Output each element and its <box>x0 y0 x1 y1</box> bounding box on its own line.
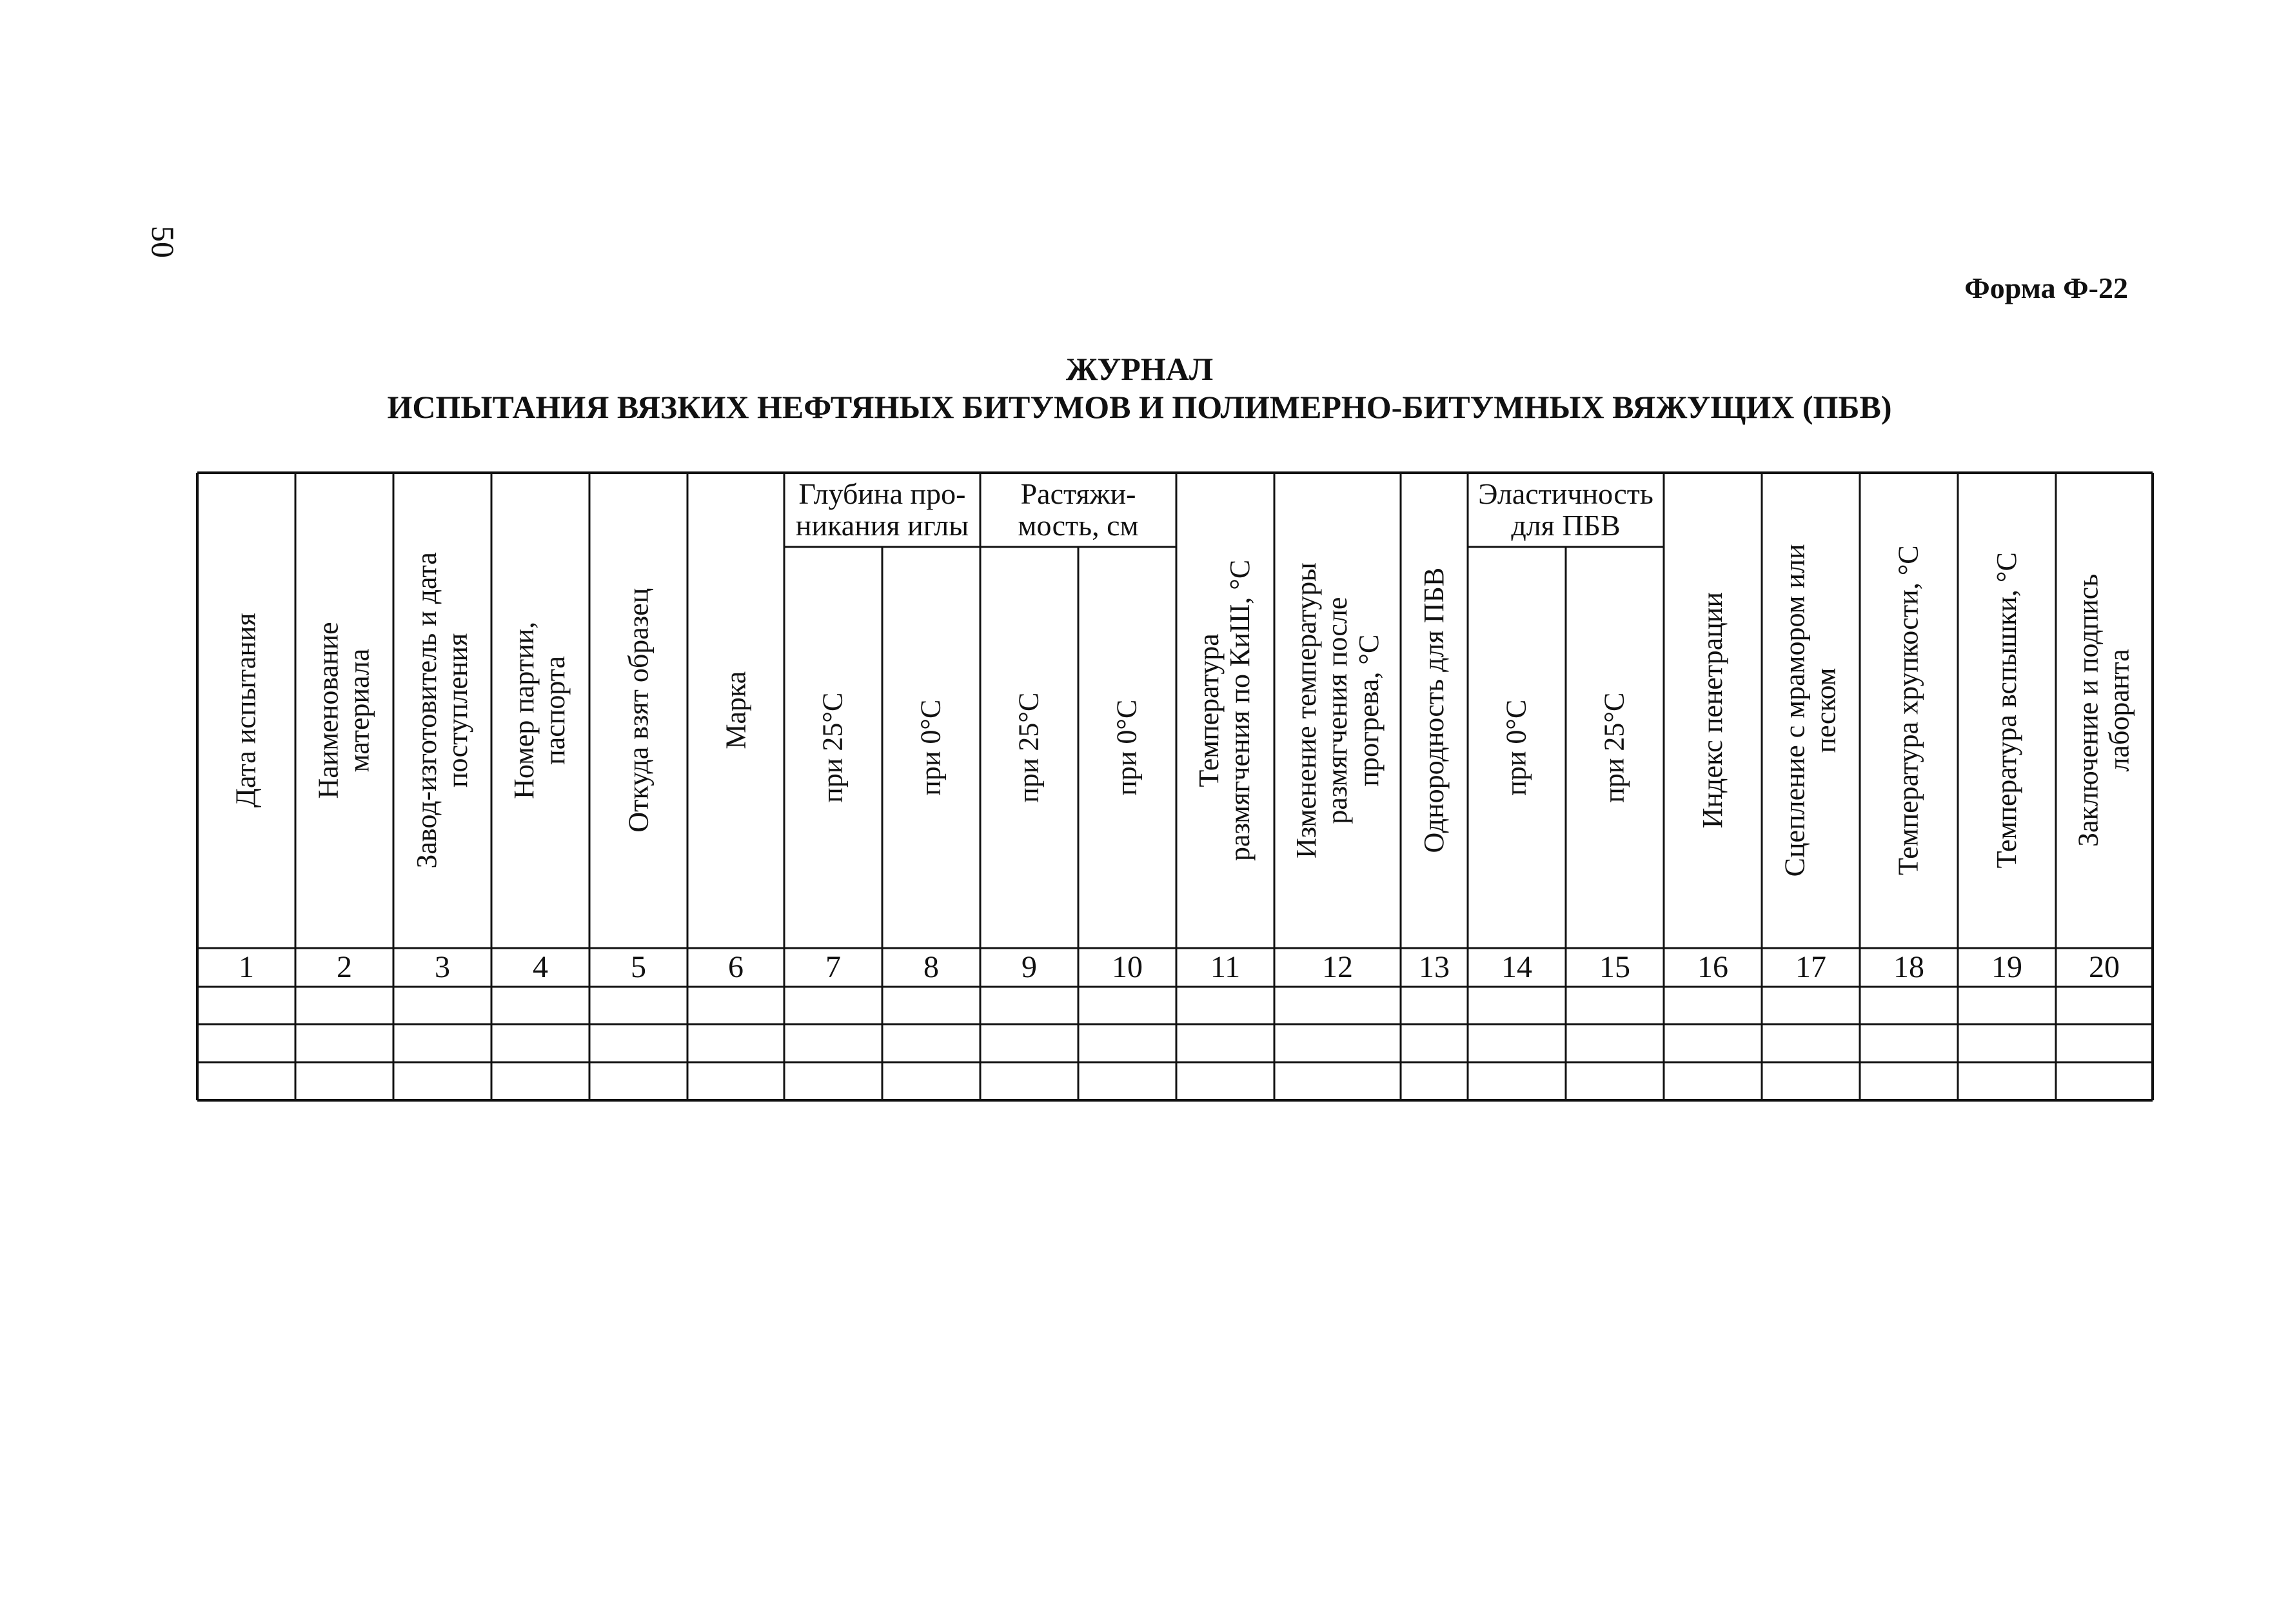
form-code: Форма Ф-22 <box>1964 272 2128 304</box>
journal-title: ЖУРНАЛ <box>1065 351 1214 387</box>
table-cell[interactable] <box>393 1024 491 1062</box>
table-cell[interactable] <box>1958 987 2056 1024</box>
column-header-10 <box>1078 547 1176 948</box>
table-cell[interactable] <box>687 1024 784 1062</box>
column-header-label: при 25°С <box>1012 692 1045 803</box>
column-number: 8 <box>923 949 939 984</box>
table-cell[interactable] <box>1078 987 1176 1024</box>
table-cell[interactable] <box>393 987 491 1024</box>
table-cell[interactable] <box>1176 1062 1274 1100</box>
table-cell[interactable] <box>491 1062 589 1100</box>
column-header-15 <box>1566 547 1664 948</box>
table-cell[interactable] <box>1860 987 1958 1024</box>
table-cell[interactable] <box>295 987 393 1024</box>
table-cell[interactable] <box>1566 987 1664 1024</box>
page-number: 50 <box>145 226 181 258</box>
column-header-label: при 0°С <box>914 699 947 796</box>
table-cell[interactable] <box>1078 1062 1176 1100</box>
column-number: 5 <box>631 949 646 984</box>
column-header-label: Номер партии, паспорта <box>508 621 572 800</box>
group-header-1: Глубина про- никания иглы <box>795 477 969 542</box>
table-cell[interactable] <box>1566 1024 1664 1062</box>
table-cell[interactable] <box>295 1062 393 1100</box>
column-number: 10 <box>1112 949 1143 984</box>
table-cell[interactable] <box>1860 1024 1958 1062</box>
table-cell[interactable] <box>687 987 784 1024</box>
column-number: 19 <box>1991 949 2022 984</box>
column-number: 2 <box>337 949 352 984</box>
table-cell[interactable] <box>2056 1024 2153 1062</box>
column-header-label: Откуда взят образец <box>622 588 654 833</box>
column-header-label: Сцепление с мрамором или песком <box>1779 544 1842 877</box>
table-cell[interactable] <box>1468 987 1566 1024</box>
column-header-4 <box>491 473 589 948</box>
table-cell[interactable] <box>2056 987 2153 1024</box>
column-header-11 <box>1176 473 1274 948</box>
column-header-13 <box>1401 473 1468 948</box>
column-number: 14 <box>1501 949 1532 984</box>
column-header-14 <box>1468 547 1566 948</box>
column-header-12 <box>1274 473 1401 948</box>
column-header-label: Температура хрупкости, °С <box>1892 545 1924 876</box>
table-cell[interactable] <box>1468 1024 1566 1062</box>
table-cell[interactable] <box>1762 1024 1860 1062</box>
column-header-18 <box>1860 473 1958 948</box>
column-header-label: Марка <box>719 671 751 749</box>
column-header-label: при 0°С <box>1500 699 1532 796</box>
table-cell[interactable] <box>784 987 882 1024</box>
column-number: 18 <box>1893 949 1924 984</box>
column-header-label: при 0°С <box>1110 699 1143 796</box>
table-cell[interactable] <box>1958 1062 2056 1100</box>
column-number: 16 <box>1697 949 1728 984</box>
column-header-label: Дата испытания <box>230 613 262 808</box>
column-header-label: Заключение и подпись лаборанта <box>2072 573 2136 847</box>
table-cell[interactable] <box>784 1062 882 1100</box>
column-number: 7 <box>825 949 841 984</box>
table-cell[interactable] <box>1664 1024 1762 1062</box>
table-cell[interactable] <box>1468 1062 1566 1100</box>
group-header-2: Растяжи- мость, см <box>1018 477 1139 542</box>
column-header-2 <box>295 473 393 948</box>
table-cell[interactable] <box>197 1024 295 1062</box>
table-cell[interactable] <box>1274 1024 1401 1062</box>
column-header-7 <box>784 547 882 948</box>
column-header-8 <box>882 547 980 948</box>
column-header-9 <box>980 547 1078 948</box>
column-header-label: Завод-изготовитель и дата поступления <box>410 552 473 869</box>
column-number: 1 <box>239 949 254 984</box>
column-number: 12 <box>1322 949 1353 984</box>
column-header-1 <box>197 473 295 948</box>
table-cell[interactable] <box>687 1062 784 1100</box>
column-header-label: Температура вспышки, °С <box>1990 552 2022 869</box>
column-number: 4 <box>533 949 548 984</box>
column-number: 6 <box>728 949 744 984</box>
column-header-19 <box>1958 473 2056 948</box>
table-cell[interactable] <box>1664 987 1762 1024</box>
table-cell[interactable] <box>1401 987 1468 1024</box>
column-number: 3 <box>435 949 450 984</box>
column-number: 11 <box>1210 949 1241 984</box>
table-cell[interactable] <box>589 1024 687 1062</box>
column-header-label: при 25°С <box>1598 692 1630 803</box>
journal-subtitle: ИСПЫТАНИЯ ВЯЗКИХ НЕФТЯНЫХ БИТУМОВ И ПОЛИМЕРНО-БИТУМНЫХ ВЯЖУЩИХ (ПБВ) <box>387 389 1892 425</box>
table-cell[interactable] <box>1664 1062 1762 1100</box>
table-cell[interactable] <box>1762 987 1860 1024</box>
column-number: 9 <box>1021 949 1037 984</box>
table-cell[interactable] <box>1860 1062 1958 1100</box>
group-header-3: Эластичность для ПБВ <box>1478 477 1653 542</box>
table-cell[interactable] <box>1274 987 1401 1024</box>
table-cell[interactable] <box>1566 1062 1664 1100</box>
column-header-label: Изменение температуры размягчения после прогрева, °С <box>1290 562 1385 858</box>
table-cell[interactable] <box>1176 1024 1274 1062</box>
table-cell[interactable] <box>491 1024 589 1062</box>
table-cell[interactable] <box>197 987 295 1024</box>
table-cell[interactable] <box>1958 1024 2056 1062</box>
column-header-label: при 25°С <box>816 692 849 803</box>
table-cell[interactable] <box>1401 1024 1468 1062</box>
column-header-label: Наименование материала <box>312 622 375 799</box>
table-cell[interactable] <box>2056 1062 2153 1100</box>
column-header-20 <box>2056 473 2153 948</box>
column-number: 20 <box>2089 949 2120 984</box>
table-cell[interactable] <box>1401 1062 1468 1100</box>
column-header-17 <box>1762 473 1860 948</box>
table-cell[interactable] <box>393 1062 491 1100</box>
table-cell[interactable] <box>882 1024 980 1062</box>
table-cell[interactable] <box>980 1062 1078 1100</box>
table-cell[interactable] <box>491 987 589 1024</box>
column-header-label: Индекс пенетрации <box>1696 592 1728 829</box>
column-header-5 <box>589 473 687 948</box>
table-cell[interactable] <box>1176 987 1274 1024</box>
table-cell[interactable] <box>1078 1024 1176 1062</box>
table-cell[interactable] <box>589 987 687 1024</box>
table-cell[interactable] <box>197 1062 295 1100</box>
table-cell[interactable] <box>295 1024 393 1062</box>
table-cell[interactable] <box>882 1062 980 1100</box>
table-cell[interactable] <box>882 987 980 1024</box>
column-header-6 <box>687 473 784 948</box>
table-cell[interactable] <box>784 1024 882 1062</box>
column-number: 17 <box>1795 949 1826 984</box>
table-cell[interactable] <box>1762 1062 1860 1100</box>
column-number: 13 <box>1419 949 1450 984</box>
column-header-label: Температура размягчения по КиШ, °С <box>1193 559 1256 862</box>
column-number: 15 <box>1599 949 1630 984</box>
table-cell[interactable] <box>980 987 1078 1024</box>
table-cell[interactable] <box>980 1024 1078 1062</box>
table-cell[interactable] <box>1274 1062 1401 1100</box>
table-cell[interactable] <box>589 1062 687 1100</box>
column-header-16 <box>1664 473 1762 948</box>
column-header-3 <box>393 473 491 948</box>
column-header-label: Однородность для ПБВ <box>1417 568 1450 853</box>
